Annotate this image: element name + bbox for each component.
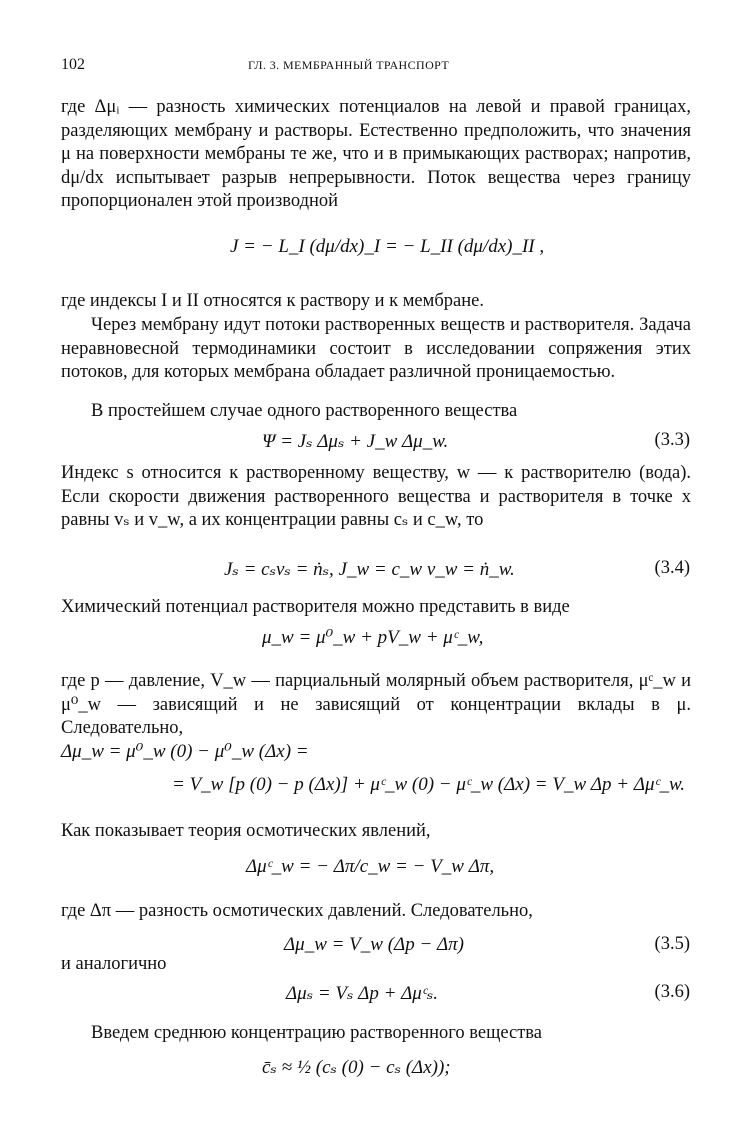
paragraph-7: где p — давление, V_w — парциальный молярный объем растворителя, μᶜ_w и μ⁰_w — зависящий и не зависящий от концентрации вклады в μ. Следовательно, <box>61 671 691 738</box>
page-number: 102 <box>61 56 85 73</box>
equation-fluxes: Jₛ = cₛvₛ = ṅₛ, J_w = c_w v_w = ṅ_w. <box>224 559 515 580</box>
paragraph-6: Химический потенциал растворителя можно представить в виде <box>61 597 570 617</box>
chapter-header: ГЛ. 3. МЕМБРАННЫЙ ТРАНСПОРТ <box>248 58 450 72</box>
paragraph-5: Индекс s относится к растворенному веществу, w — к растворителю (вода). Если скорости движения растворенного вещества и растворителя в точке x равны vₛ и v_w, а их концентрации равны cₛ и c_w, то <box>61 463 691 530</box>
paragraph-9: где Δπ — разность осмотических давлений. Следовательно, <box>61 901 533 921</box>
equation-mu-w: μ_w = μ⁰_w + pV_w + μᶜ_w, <box>262 627 484 648</box>
equation-number-3-5: (3.5) <box>654 934 690 954</box>
paragraph-11: Введем среднюю концентрацию растворенного вещества <box>91 1023 543 1043</box>
equation-flux: J = − L_I (dμ/dx)_I = − L_II (dμ/dx)_II , <box>230 236 545 257</box>
paragraph-3: Через мембрану идут потоки растворенных веществ и растворителя. Задача неравновесной термодинамики состоит в исследовании сопряжения этих потоков, для которых мембрана обладает различной проницаемостью. <box>61 315 691 382</box>
equation-number-3-4: (3.4) <box>654 558 690 578</box>
equation-psi: Ψ = Jₛ Δμₛ + J_w Δμ_w. <box>262 431 449 452</box>
equation-osmotic: Δμᶜ_w = − Δπ/c_w = − V_w Δπ, <box>246 856 495 877</box>
equation-number-3-3: (3.3) <box>654 430 690 450</box>
paragraph-1: где Δμᵢ — разность химических потенциалов на левой и правой границах, разделяющих мембрану и растворы. Естественно предположить, что значения μ на поверхности мембраны те же, что и в примыкающих растворах; напротив, dμ/dx испытывает разрыв непрерывности. Поток вещества через границу пропорционален этой производной <box>61 97 691 211</box>
equation-3-6: Δμₛ = Vₛ Δp + Δμᶜₛ. <box>286 983 438 1004</box>
equation-dmu-line1: Δμ_w = μ⁰_w (0) − μ⁰_w (Δx) = <box>61 741 309 762</box>
equation-3-5: Δμ_w = V_w (Δp − Δπ) <box>284 934 465 955</box>
paragraph-8: Как показывает теория осмотических явлений, <box>61 821 431 841</box>
paragraph-10: и аналогично <box>61 954 167 974</box>
equation-number-3-6: (3.6) <box>654 982 690 1002</box>
equation-average-concentration: c̄ₛ ≈ ½ (cₛ (0) − cₛ (Δx)); <box>262 1057 451 1078</box>
paragraph-2: где индексы I и II относятся к раствору и к мембране. <box>61 291 484 311</box>
paragraph-4: В простейшем случае одного растворенного вещества <box>91 401 518 421</box>
equation-dmu-line2: = V_w [p (0) − p (Δx)] + μᶜ_w (0) − μᶜ_w (Δx) = V_w Δp + Δμᶜ_w. <box>172 774 686 795</box>
